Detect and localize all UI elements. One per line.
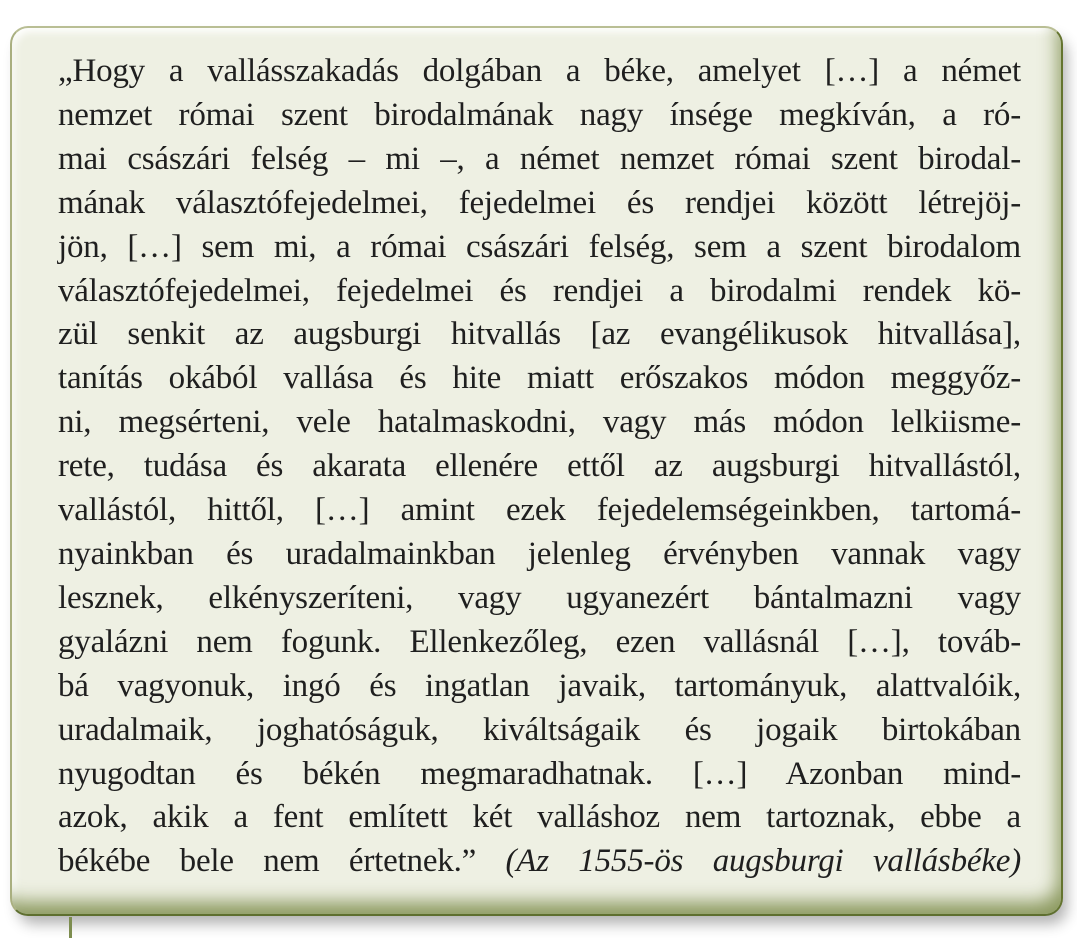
quote-closing-line xyxy=(58,840,1021,884)
quote-line: azok, akik a fent említett két valláshoz nem tartoznak, ebbe a xyxy=(58,799,1021,836)
quote-line: vallástól, hittől, […] amint ezek fejedelemségeinkben, tartomá- xyxy=(58,492,1021,529)
quote-paragraph xyxy=(58,50,1021,884)
quote-line: ni, megsérteni, vele hatalmaskodni, vagy más módon lelkiisme- xyxy=(58,404,1021,441)
quote-closing-text: békébe bele nem értetnek.” xyxy=(58,843,506,880)
quote-line: gyalázni nem fogunk. Ellenkezőleg, ezen vallásnál […], továb- xyxy=(58,623,1021,660)
source-citation: (Az 1555-ös augsburgi vallásbéke) xyxy=(505,843,1022,880)
quote-line: „Hogy a vallásszakadás dolgában a béke, amelyet […] a német xyxy=(58,53,1021,89)
quote-line: uradalmaik, joghatóságuk, kiváltságaik és jogaik birtokában xyxy=(58,711,1021,748)
quote-line: rete, tudása és akarata ellenére ettől az augsburgi hitvallástól, xyxy=(58,448,1021,485)
quote-line: lesznek, elkényszeríteni, vagy ugyanezért bántalmazni vagy xyxy=(58,579,1021,616)
quote-line: jön, […] sem mi, a római császári felség, sem a szent birodalom xyxy=(58,228,1021,265)
quote-line: mai császári felség – mi –, a német nemzet római szent birodal- xyxy=(58,140,1021,177)
quote-box-panel xyxy=(10,26,1063,916)
quote-line: bá vagyonuk, ingó és ingatlan javaik, tartományuk, alattvalóik, xyxy=(58,667,1021,704)
quote-line: mának választófejedelmei, fejedelmei és rendjei között létrejöj- xyxy=(58,184,1021,221)
quote-line: tanítás okából vallása és hite miatt erőszakos módon meggyőz- xyxy=(58,360,1021,397)
quote-line: választófejedelmei, fejedelmei és rendjei a birodalmi rendek kö- xyxy=(58,272,1021,309)
quote-line: zül senkit az augsburgi hitvallás [az evangélikusok hitvallása], xyxy=(58,316,1021,353)
connector-line xyxy=(69,917,72,938)
quote-line: nyugodtan és békén megmaradhatnak. […] Azonban mind- xyxy=(58,755,1021,792)
quote-line: nyainkban és uradalmainkban jelenleg érvényben vannak vagy xyxy=(58,535,1021,572)
quote-line: nemzet római szent birodalmának nagy ínsége megkíván, a ró- xyxy=(58,96,1021,133)
